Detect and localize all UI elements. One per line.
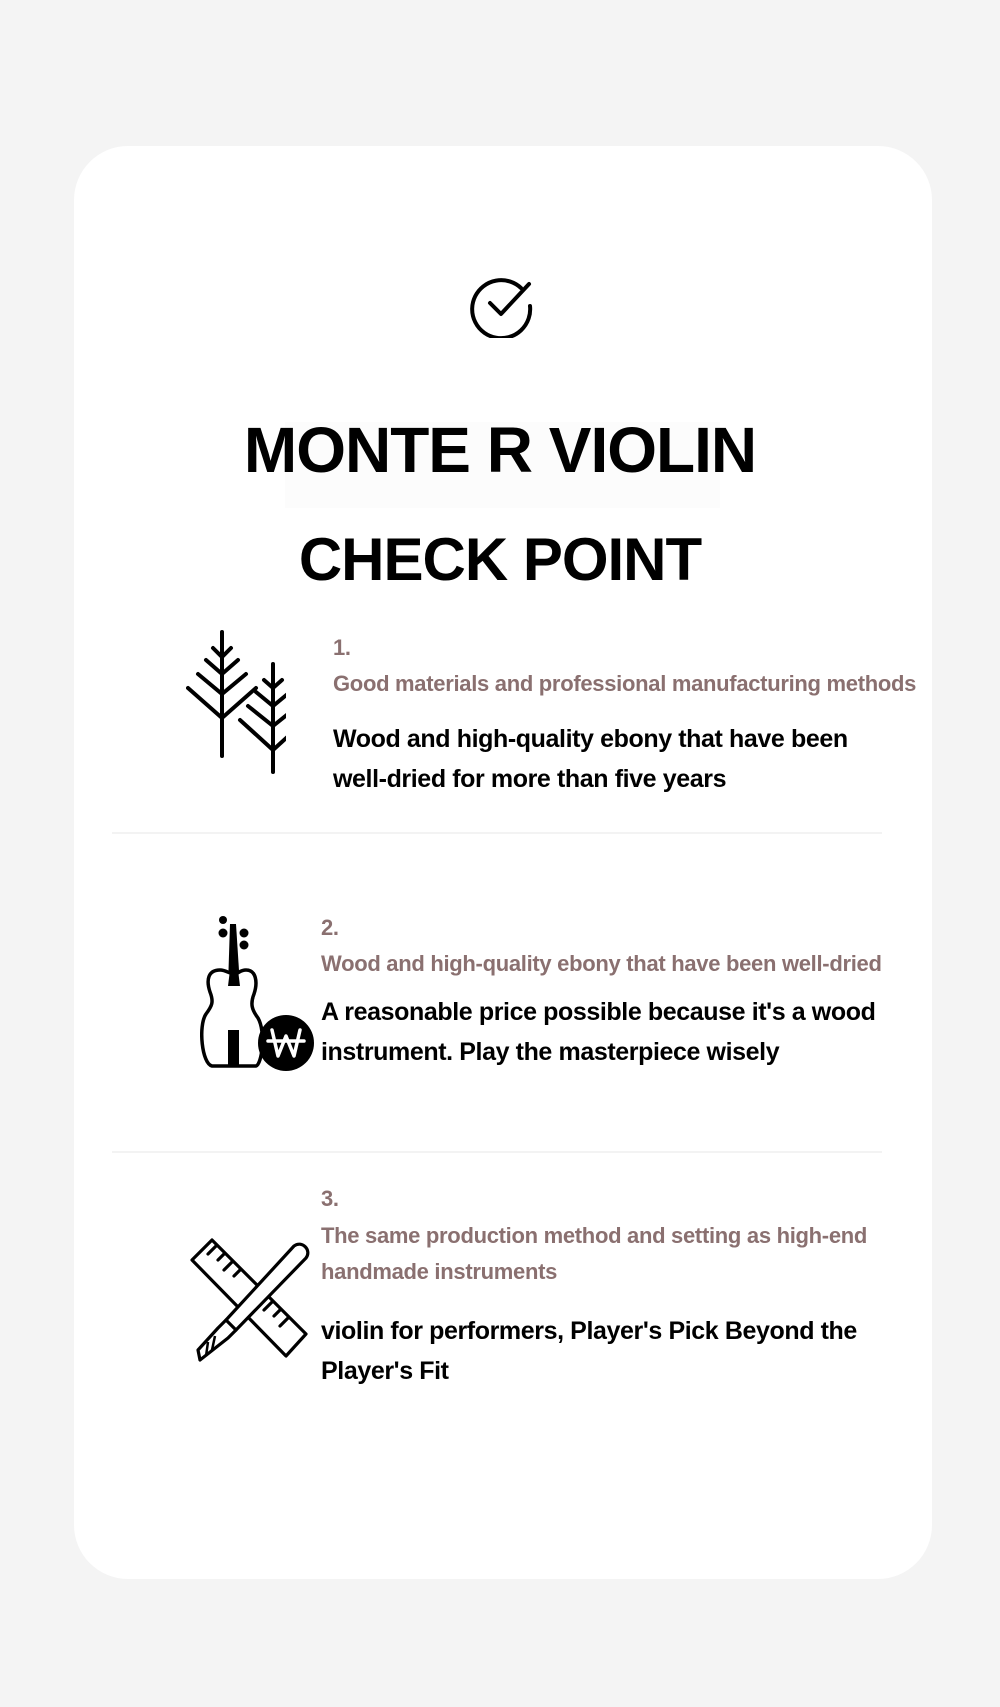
check-circle-icon: [469, 272, 535, 338]
item-body-line: well-dried for more than five years: [333, 765, 727, 793]
item-subtitle: Good materials and professional manufacturing methods: [333, 671, 917, 696]
item-body-line: A reasonable price possible because it's a wood: [321, 998, 876, 1026]
item-body-line: instrument. Play the masterpiece wisely: [321, 1038, 780, 1066]
item-number: 3.: [321, 1186, 339, 1211]
item-body-line: violin for performers, Player's Pick Beyond the: [321, 1317, 857, 1345]
item-body-line: Wood and high-quality ebony that have been: [333, 725, 848, 753]
item-body-line: Player's Fit: [321, 1357, 449, 1385]
checkpoint-card: [74, 146, 932, 1579]
ruler-knife-icon: [190, 1238, 310, 1362]
item-subtitle: handmade instruments: [321, 1259, 558, 1284]
divider: [112, 1151, 882, 1153]
item-subtitle: Wood and high-quality ebony that have been well-dried: [321, 951, 882, 976]
trees-icon: [186, 628, 286, 774]
divider: [112, 832, 882, 834]
item-subtitle: The same production method and setting as high-end: [321, 1223, 868, 1248]
page-subtitle: CHECK POINT: [298, 526, 702, 593]
page-title: MONTE R VIOLIN: [243, 414, 757, 486]
violin-won-icon: [200, 914, 315, 1074]
item-number: 1.: [333, 635, 351, 660]
item-number: 2.: [321, 915, 339, 940]
